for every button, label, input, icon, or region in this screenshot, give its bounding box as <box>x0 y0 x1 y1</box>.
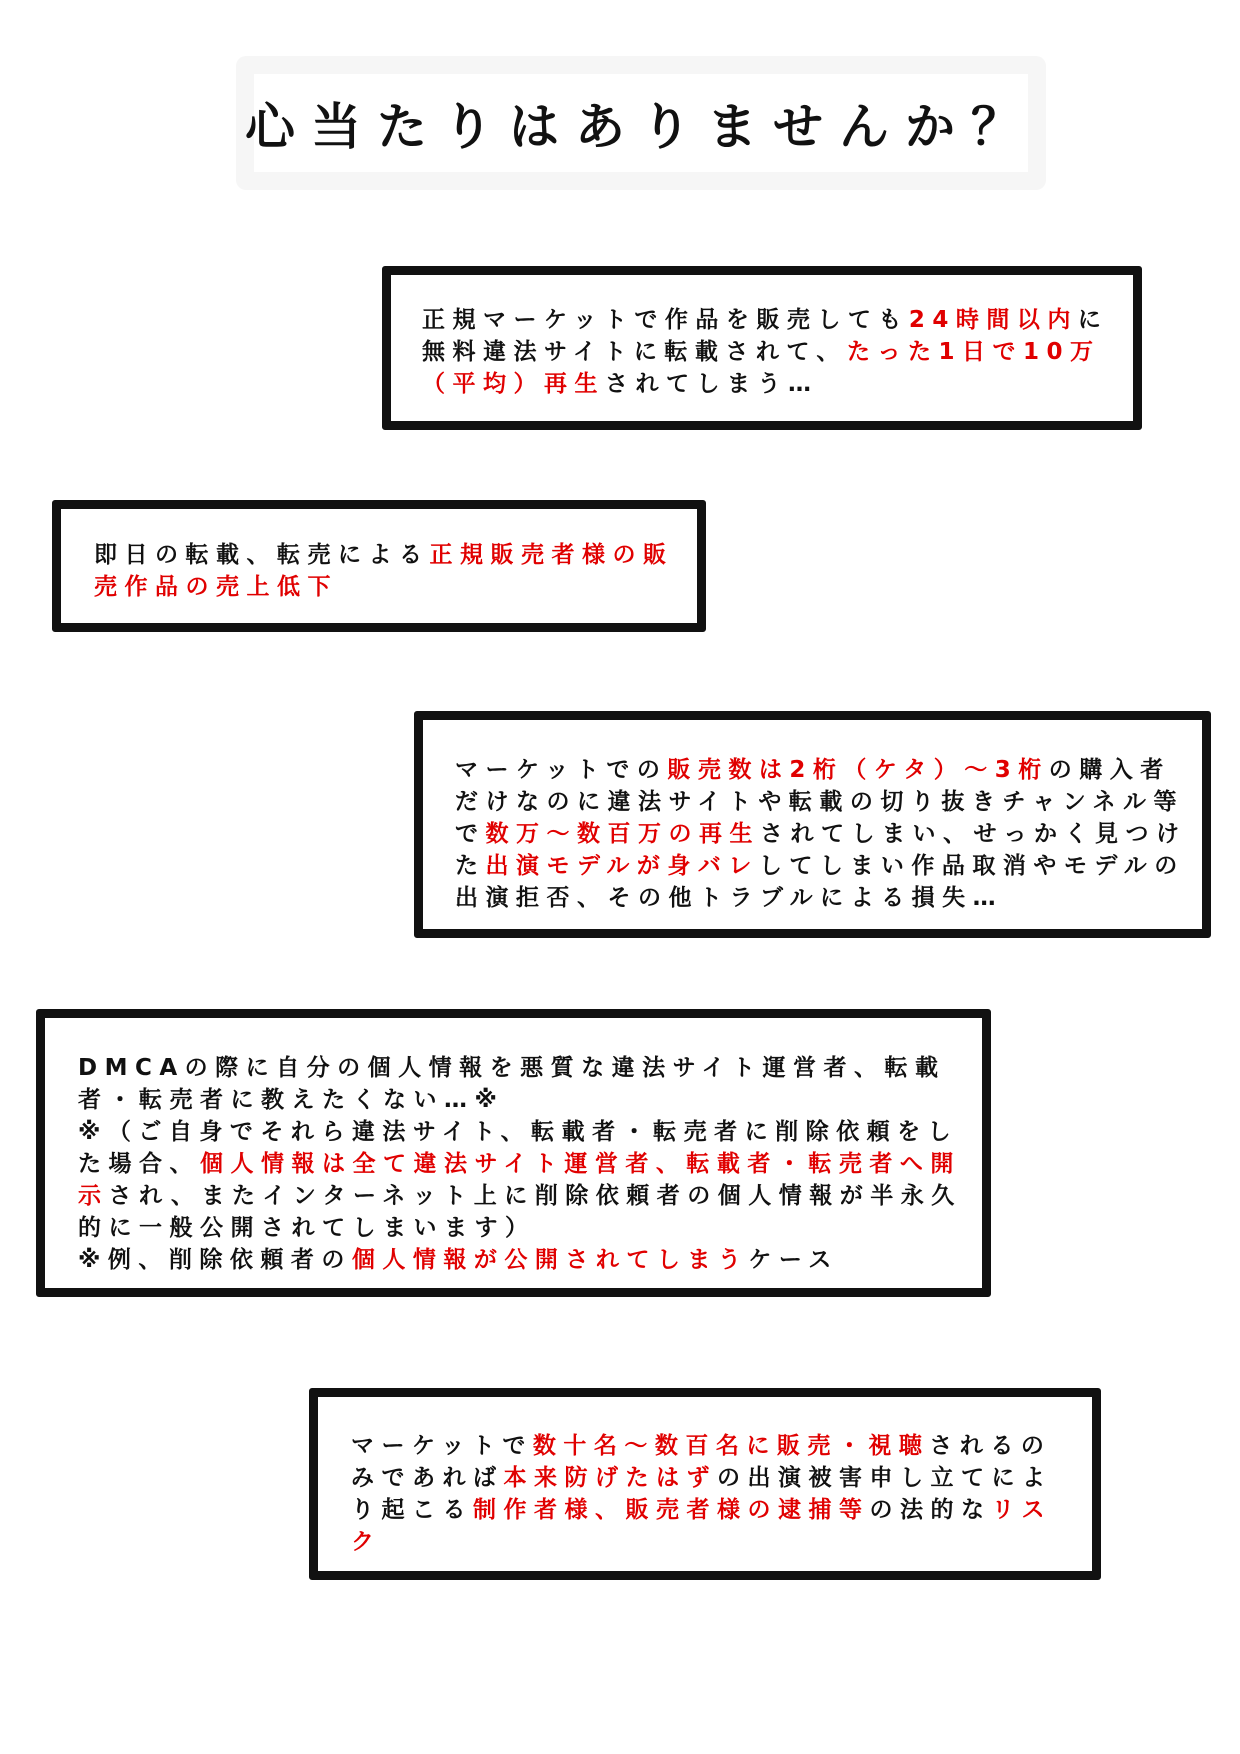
title-banner <box>236 56 1046 190</box>
body-text: され、またインターネット上に削除依頼者の個人情報が半永久的に一般公開されてしまいます） <box>78 1183 962 1241</box>
issue-card-1-text <box>422 304 1122 400</box>
body-text: ※例、削除依頼者の <box>78 1247 352 1273</box>
highlight-text: 個人情報は全て違法サイト運営者、転載者・転売者へ開示 <box>78 1151 961 1209</box>
body-text: の購入者だけなのに違法サイトや転載の切り抜きチャンネル等で <box>455 757 1185 847</box>
highlight-text: 出演モデルが身バレ <box>485 853 759 879</box>
body-text: ※（ご自身でそれら違法サイト、転載者・転売者に削除依頼をした場合、 <box>78 1119 959 1177</box>
highlight-text: 制作者様、販売者様の逮捕等 <box>473 1497 870 1523</box>
highlight-text: 販売数は2桁（ケタ）～3桁 <box>667 757 1049 783</box>
body-text: ケース <box>748 1247 839 1273</box>
body-text: されてしまう… <box>605 371 819 397</box>
body-text: されてしまい、せっかく見つけた <box>455 821 1187 879</box>
body-text: マーケットで <box>351 1433 533 1459</box>
body-text: マーケットでの <box>455 757 668 783</box>
issue-card-4 <box>36 1009 991 1297</box>
highlight-text: 個人情報が公開されてしまう <box>351 1247 749 1273</box>
issue-card-4-text <box>78 1052 968 1276</box>
highlight-text: 正規販売者様の販売作品の売上低下 <box>94 542 674 600</box>
issue-card-2 <box>52 500 706 632</box>
highlight-text: 24時間以内 <box>908 307 1078 333</box>
highlight-text: たった1日で10万（平均）再生 <box>422 339 1101 397</box>
issue-card-1 <box>382 266 1142 430</box>
body-text: してしまい作品取消やモデルの出演拒否、その他トラブルによる損失… <box>455 853 1185 911</box>
highlight-text: 数万～数百万の再生 <box>485 821 760 847</box>
highlight-text: リスク <box>351 1497 1053 1555</box>
highlight-text: 数十名～数百名に販売・視聴 <box>532 1433 930 1459</box>
body-text: の出演被害申し立てにより起こる <box>351 1465 1053 1523</box>
issue-card-3-text <box>455 754 1195 914</box>
issue-card-5-text <box>351 1430 1081 1558</box>
issue-card-2-text <box>94 539 684 603</box>
issue-card-3 <box>414 711 1211 938</box>
page-title: 心当たりはありませんか？ <box>245 98 1037 156</box>
title-box <box>245 74 1037 172</box>
body-text: されるのみであれば <box>351 1433 1052 1491</box>
body-text: 即日の転載、転売による <box>94 542 430 568</box>
highlight-text: 本来防げたはず <box>503 1465 717 1491</box>
body-text: の法的な <box>869 1497 992 1523</box>
body-text: DMCAの際に自分の個人情報を悪質な違法サイト運営者、転載者・転売者に教えたくない…※ <box>78 1055 946 1113</box>
issue-card-5 <box>309 1388 1101 1580</box>
body-text: 正規マーケットで作品を販売しても <box>422 307 909 333</box>
body-text: に無料違法サイトに転載されて、 <box>422 307 1109 365</box>
